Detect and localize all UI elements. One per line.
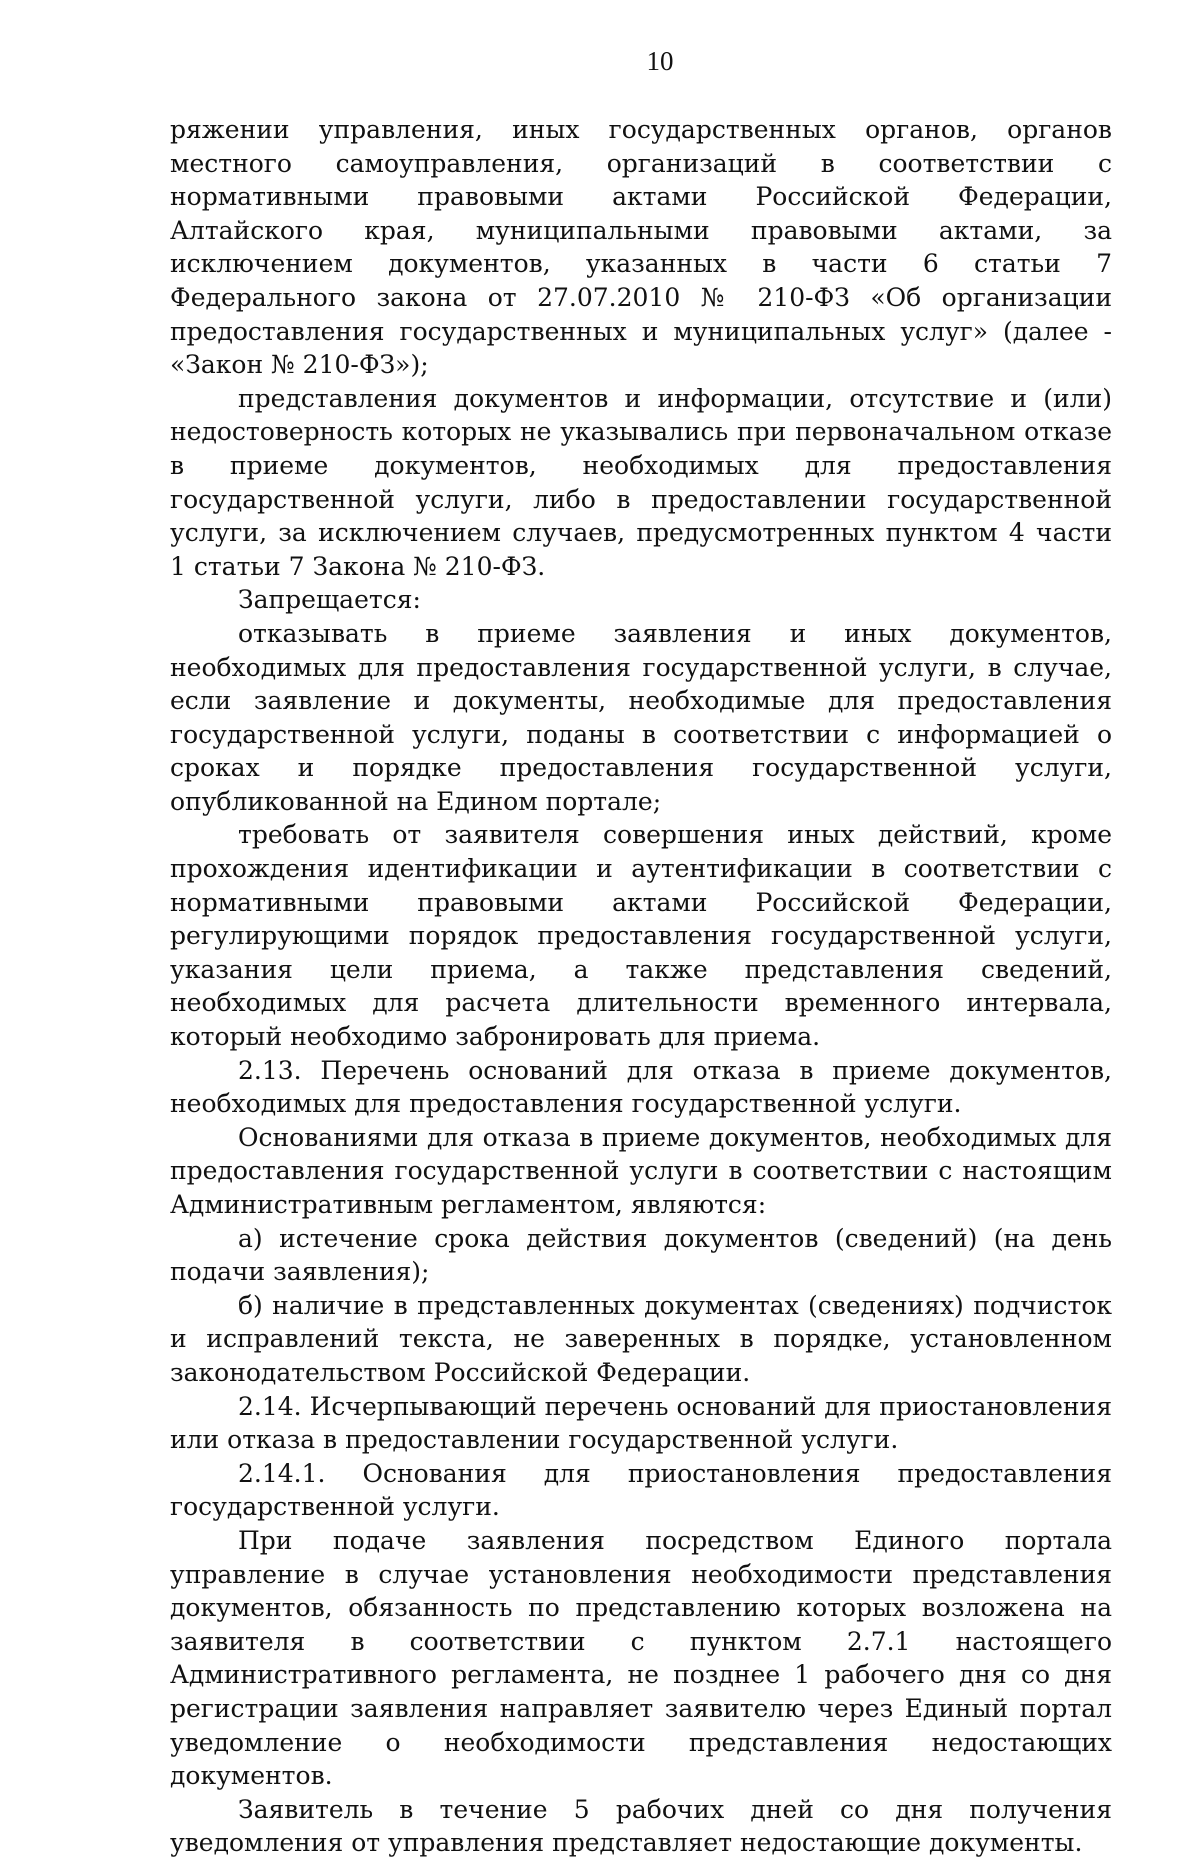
- section-heading-2-14-1: 2.14.1. Основания для приостановления предоставления государственной услуги.: [170, 1458, 1112, 1522]
- paragraph: Основаниями для отказа в приеме документов, необходимых для предоставления государственной услуги в соответствии с настоящим Административным регламентом, являются:: [170, 1122, 1112, 1219]
- section-heading-2-14: 2.14. Исчерпывающий перечень оснований для приостановления или отказа в предоставлении государственной услуги.: [170, 1391, 1112, 1455]
- paragraph: При подаче заявления посредством Единого портала управление в случае установления необходимости представления документов, обязанность по представлению которых возложена на заявителя в соответствии с пунктом 2.7.1 настоящего Административного регламента, не позднее 1 рабочего дня со дня регистрации заявления направляет заявителю через Единый портал уведомление о необходимости представления недостающих документов.: [170, 1525, 1112, 1791]
- section-heading-2-13: 2.13. Перечень оснований для отказа в приеме документов, необходимых для предоставления государственной услуги.: [170, 1055, 1112, 1119]
- paragraph-continuation: ряжении управления, иных государственных органов, органов местного самоуправления, организаций в соответствии с нормативными правовыми актами Российской Федерации, Алтайского края, муниципальными правовыми актами, за исключением документов, указанных в части 6 статьи 7 Федерального закона от 27.07.2010 № 210-ФЗ «Об организации предоставления государственных и муниципальных услуг» (далее - «Закон № 210-ФЗ»);: [170, 115, 1112, 380]
- paragraph: Заявитель в течение 5 рабочих дней со дня получения уведомления от управления представляет недостающие документы.: [170, 1794, 1112, 1858]
- list-item-b: б) наличие в представленных документах (сведениях) подчисток и исправлений текста, не заверенных в порядке, установленном законодательством Российской Федерации.: [170, 1290, 1112, 1387]
- document-body: [170, 113, 1112, 1860]
- paragraph: отказывать в приеме заявления и иных документов, необходимых для предоставления государственной услуги, в случае, если заявление и документы, необходимые для предоставления государственной услуги, поданы в соответствии с информацией о сроках и порядке предоставления государственной услуги, опубликованной на Едином портале;: [170, 618, 1112, 816]
- page-number: 10: [646, 46, 674, 76]
- paragraph: требовать от заявителя совершения иных действий, кроме прохождения идентификации и аутентификации в соответствии с нормативными правовыми актами Российской Федерации, регулирующими порядок предоставления государственной услуги, указания цели приема, а также представления сведений, необходимых для расчета длительности временного интервала, который необходимо забронировать для приема.: [170, 820, 1112, 1052]
- list-item-a: а) истечение срока действия документов (сведений) (на день подачи заявления);: [170, 1223, 1112, 1287]
- paragraph: представления документов и информации, отсутствие и (или) недостоверность которых не указывались при первоначальном отказе в приеме документов, необходимых для предоставления государственной услуги, либо в предоставлении государственной услуги, за исключением случаев, предусмотренных пунктом 4 части 1 статьи 7 Закона № 210-ФЗ.: [170, 383, 1112, 581]
- paragraph: Запрещается:: [238, 585, 421, 615]
